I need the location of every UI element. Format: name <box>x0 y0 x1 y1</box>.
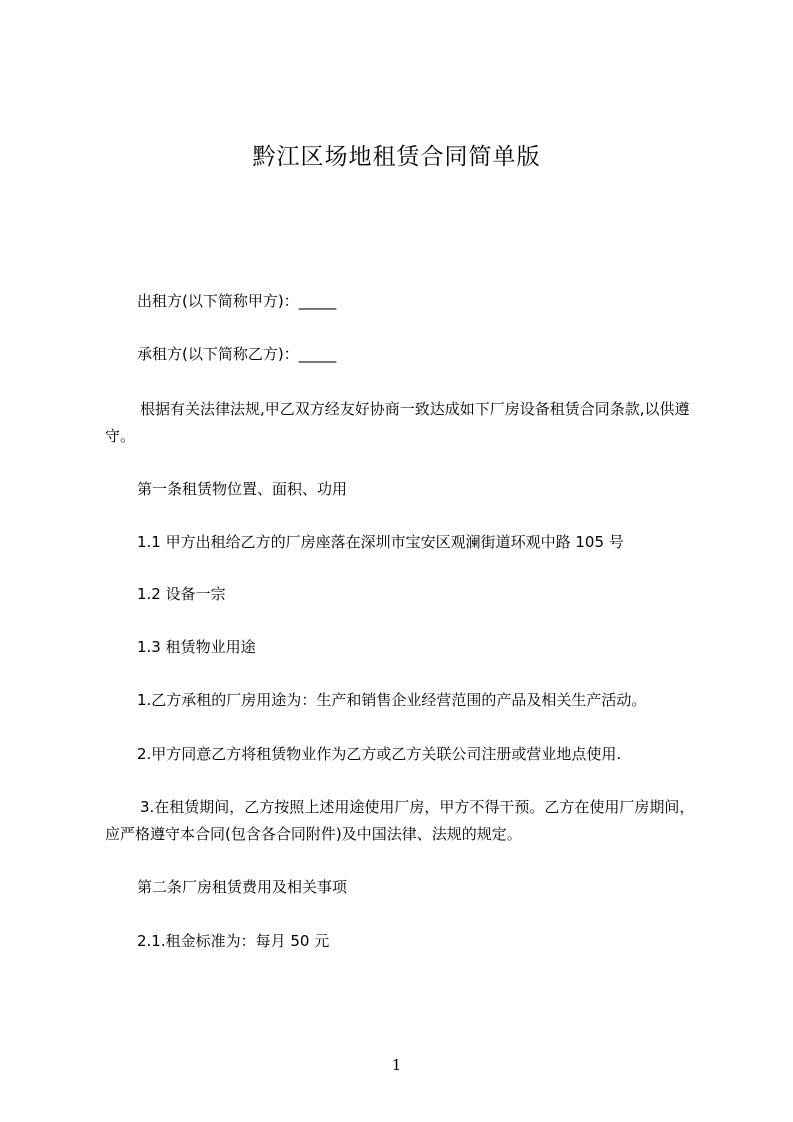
page-number: 1 <box>391 1056 402 1074</box>
article-1-heading: 第一条租赁物位置、面积、功用 <box>137 480 348 498</box>
usage-item-2: 2.甲方同意乙方将租赁物业作为乙方或乙方关联公司注册或营业地点使用. <box>137 745 622 763</box>
clause-1-3: 1.3 租赁物业用途 <box>137 638 256 656</box>
usage-item-1: 1.乙方承租的厂房用途为：生产和销售企业经营范围的产品及相关生产活动。 <box>137 691 647 709</box>
usage-item-3: 3.在租赁期间，乙方按照上述用途使用厂房，甲方不得干预。乙方在使用厂房期间，应严格遵守本合同(包含各合同附件)及中国法律、法规的规定。 <box>105 798 695 843</box>
clause-1-2: 1.2 设备一宗 <box>137 585 226 603</box>
clause-1-1: 1.1 甲方出租给乙方的厂房座落在深圳市宝安区观澜街道环观中路 105 号 <box>137 533 624 551</box>
preamble-paragraph: 根据有关法律法规,甲乙双方经友好协商一致达成如下厂房设备租赁合同条款,以供遵守。 <box>105 400 690 445</box>
clause-2-1: 2.1.租金标准为：每月 50 元 <box>137 932 330 950</box>
article-2-heading: 第二条厂房租赁费用及相关事项 <box>137 878 348 896</box>
lessor-line: 出租方(以下简称甲方)：_____ <box>137 292 337 310</box>
document-title: 黔江区场地租赁合同简单版 <box>252 144 541 170</box>
lessee-line: 承租方(以下简称乙方)：_____ <box>137 345 337 363</box>
